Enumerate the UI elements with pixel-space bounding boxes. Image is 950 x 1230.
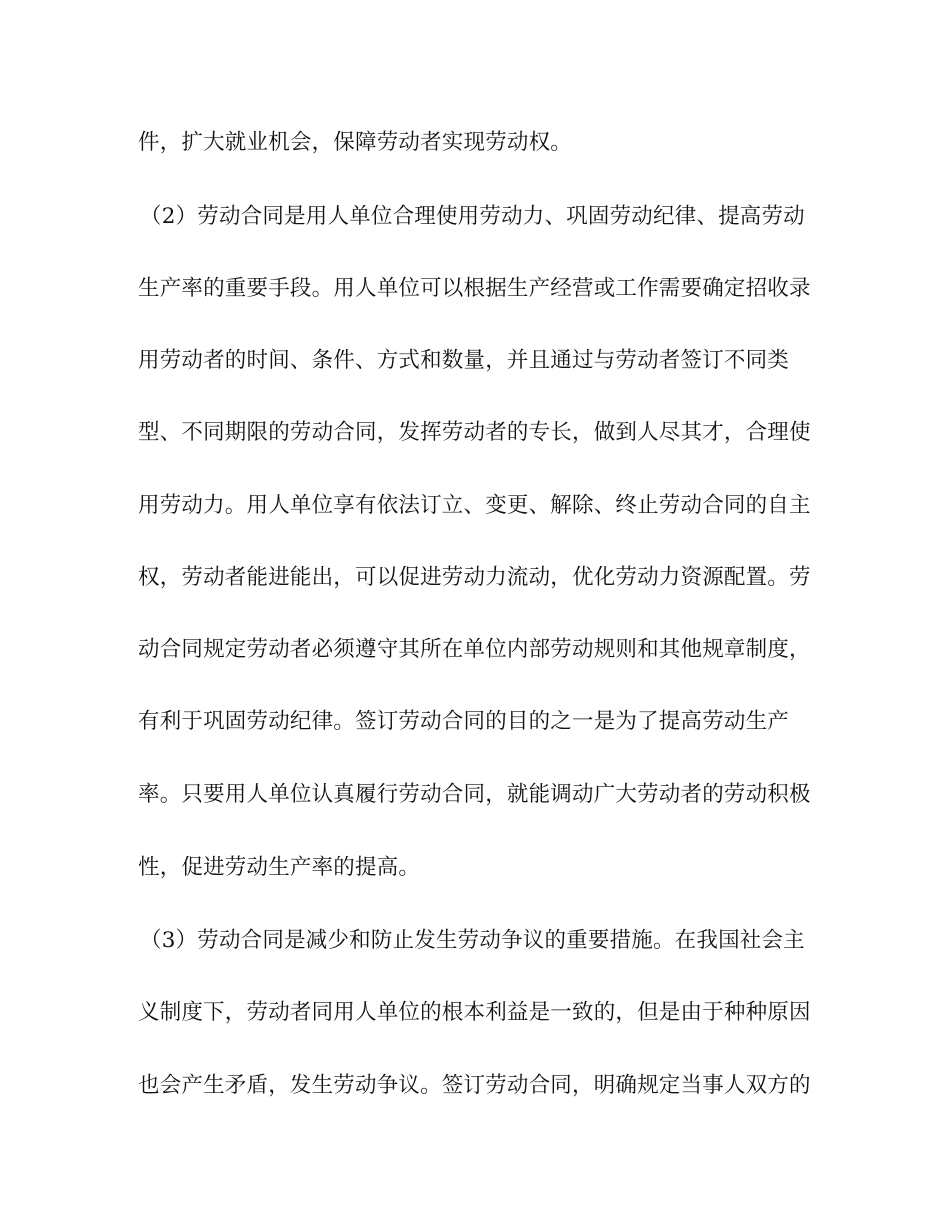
text-line: 也会产生矛盾，发生劳动争议。签订劳动合同，明确规定当事人双方的 [138,1073,811,1098]
text-line: 义制度下，劳动者同用人单位的根本利益是一致的，但是由于种种原因 [138,1000,811,1025]
text-line: 用劳动力。用人单位享有依法订立、变更、解除、终止劳动合同的自主 [138,493,811,518]
text-line: （3）劳动合同是减少和防止发生劳动争议的重要措施。在我国社会主 [140,928,805,953]
text-line: 型、不同期限的劳动合同，发挥劳动者的专长，做到人尽其才，合理使 [138,420,811,445]
text-line: （2）劳动合同是用人单位合理使用劳动力、巩固劳动纪律、提高劳动 [140,204,805,229]
text-line: 动合同规定劳动者必须遵守其所在单位内部劳动规则和其他规章制度， [138,637,811,662]
text-line: 有利于巩固劳动纪律。签订劳动合同的目的之一是为了提高劳动生产 [138,709,790,734]
text-line: 权，劳动者能进能出，可以促进劳动力流动，优化劳动力资源配置。劳 [138,565,811,590]
text-line: 用劳动者的时间、条件、方式和数量，并且通过与劳动者签订不同类 [138,348,790,373]
text-line: 性，促进劳动生产率的提高。 [138,855,421,880]
text-line: 件，扩大就业机会，保障劳动者实现劳动权。 [138,130,573,155]
text-line: 生产率的重要手段。用人单位可以根据生产经营或工作需要确定招收录 [138,276,811,301]
text-line: 率。只要用人单位认真履行劳动合同，就能调动广大劳动者的劳动积极 [138,782,811,807]
